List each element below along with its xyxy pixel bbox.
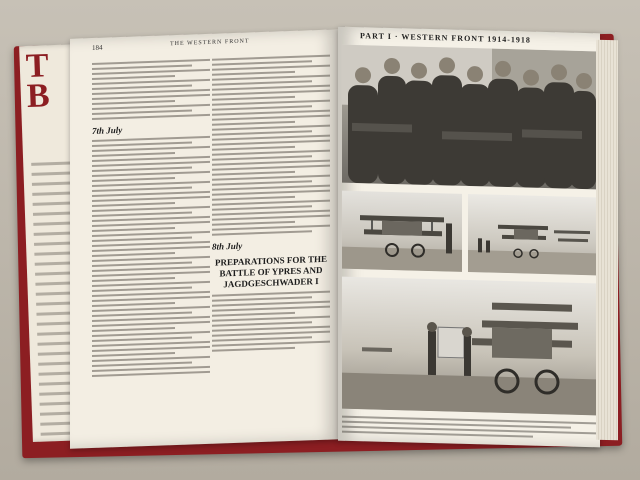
right-page [338, 27, 600, 448]
biplane-left-drawing [342, 191, 462, 272]
left-column [92, 56, 210, 380]
biplane-photo-left [342, 191, 462, 272]
left-page [70, 29, 340, 448]
running-head-right: PART I · WESTERN FRONT 1914-1918 [360, 31, 531, 45]
biplanes-right-drawing [468, 194, 596, 275]
date-heading-7th-july: 7th July [92, 124, 123, 136]
group-photo-pilots [342, 45, 596, 190]
underlying-book-title-fragment: T B [25, 47, 53, 115]
biplane-photo-right [468, 194, 596, 275]
section-title: PREPARATIONS FOR THE BATTLE OF YPRES AND JAGDGESCHWADER I [214, 253, 327, 290]
triplane-drawing [342, 277, 596, 416]
right-column [212, 52, 330, 355]
triplane-photo [342, 277, 596, 416]
book-page-edges [596, 40, 618, 441]
photo-captions [342, 413, 596, 443]
date-heading-8th-july: 8th July [212, 240, 243, 252]
running-head-left: THE WESTERN FRONT [170, 38, 250, 48]
group-photo-figures [342, 45, 596, 190]
page-number: 184 [92, 43, 103, 52]
